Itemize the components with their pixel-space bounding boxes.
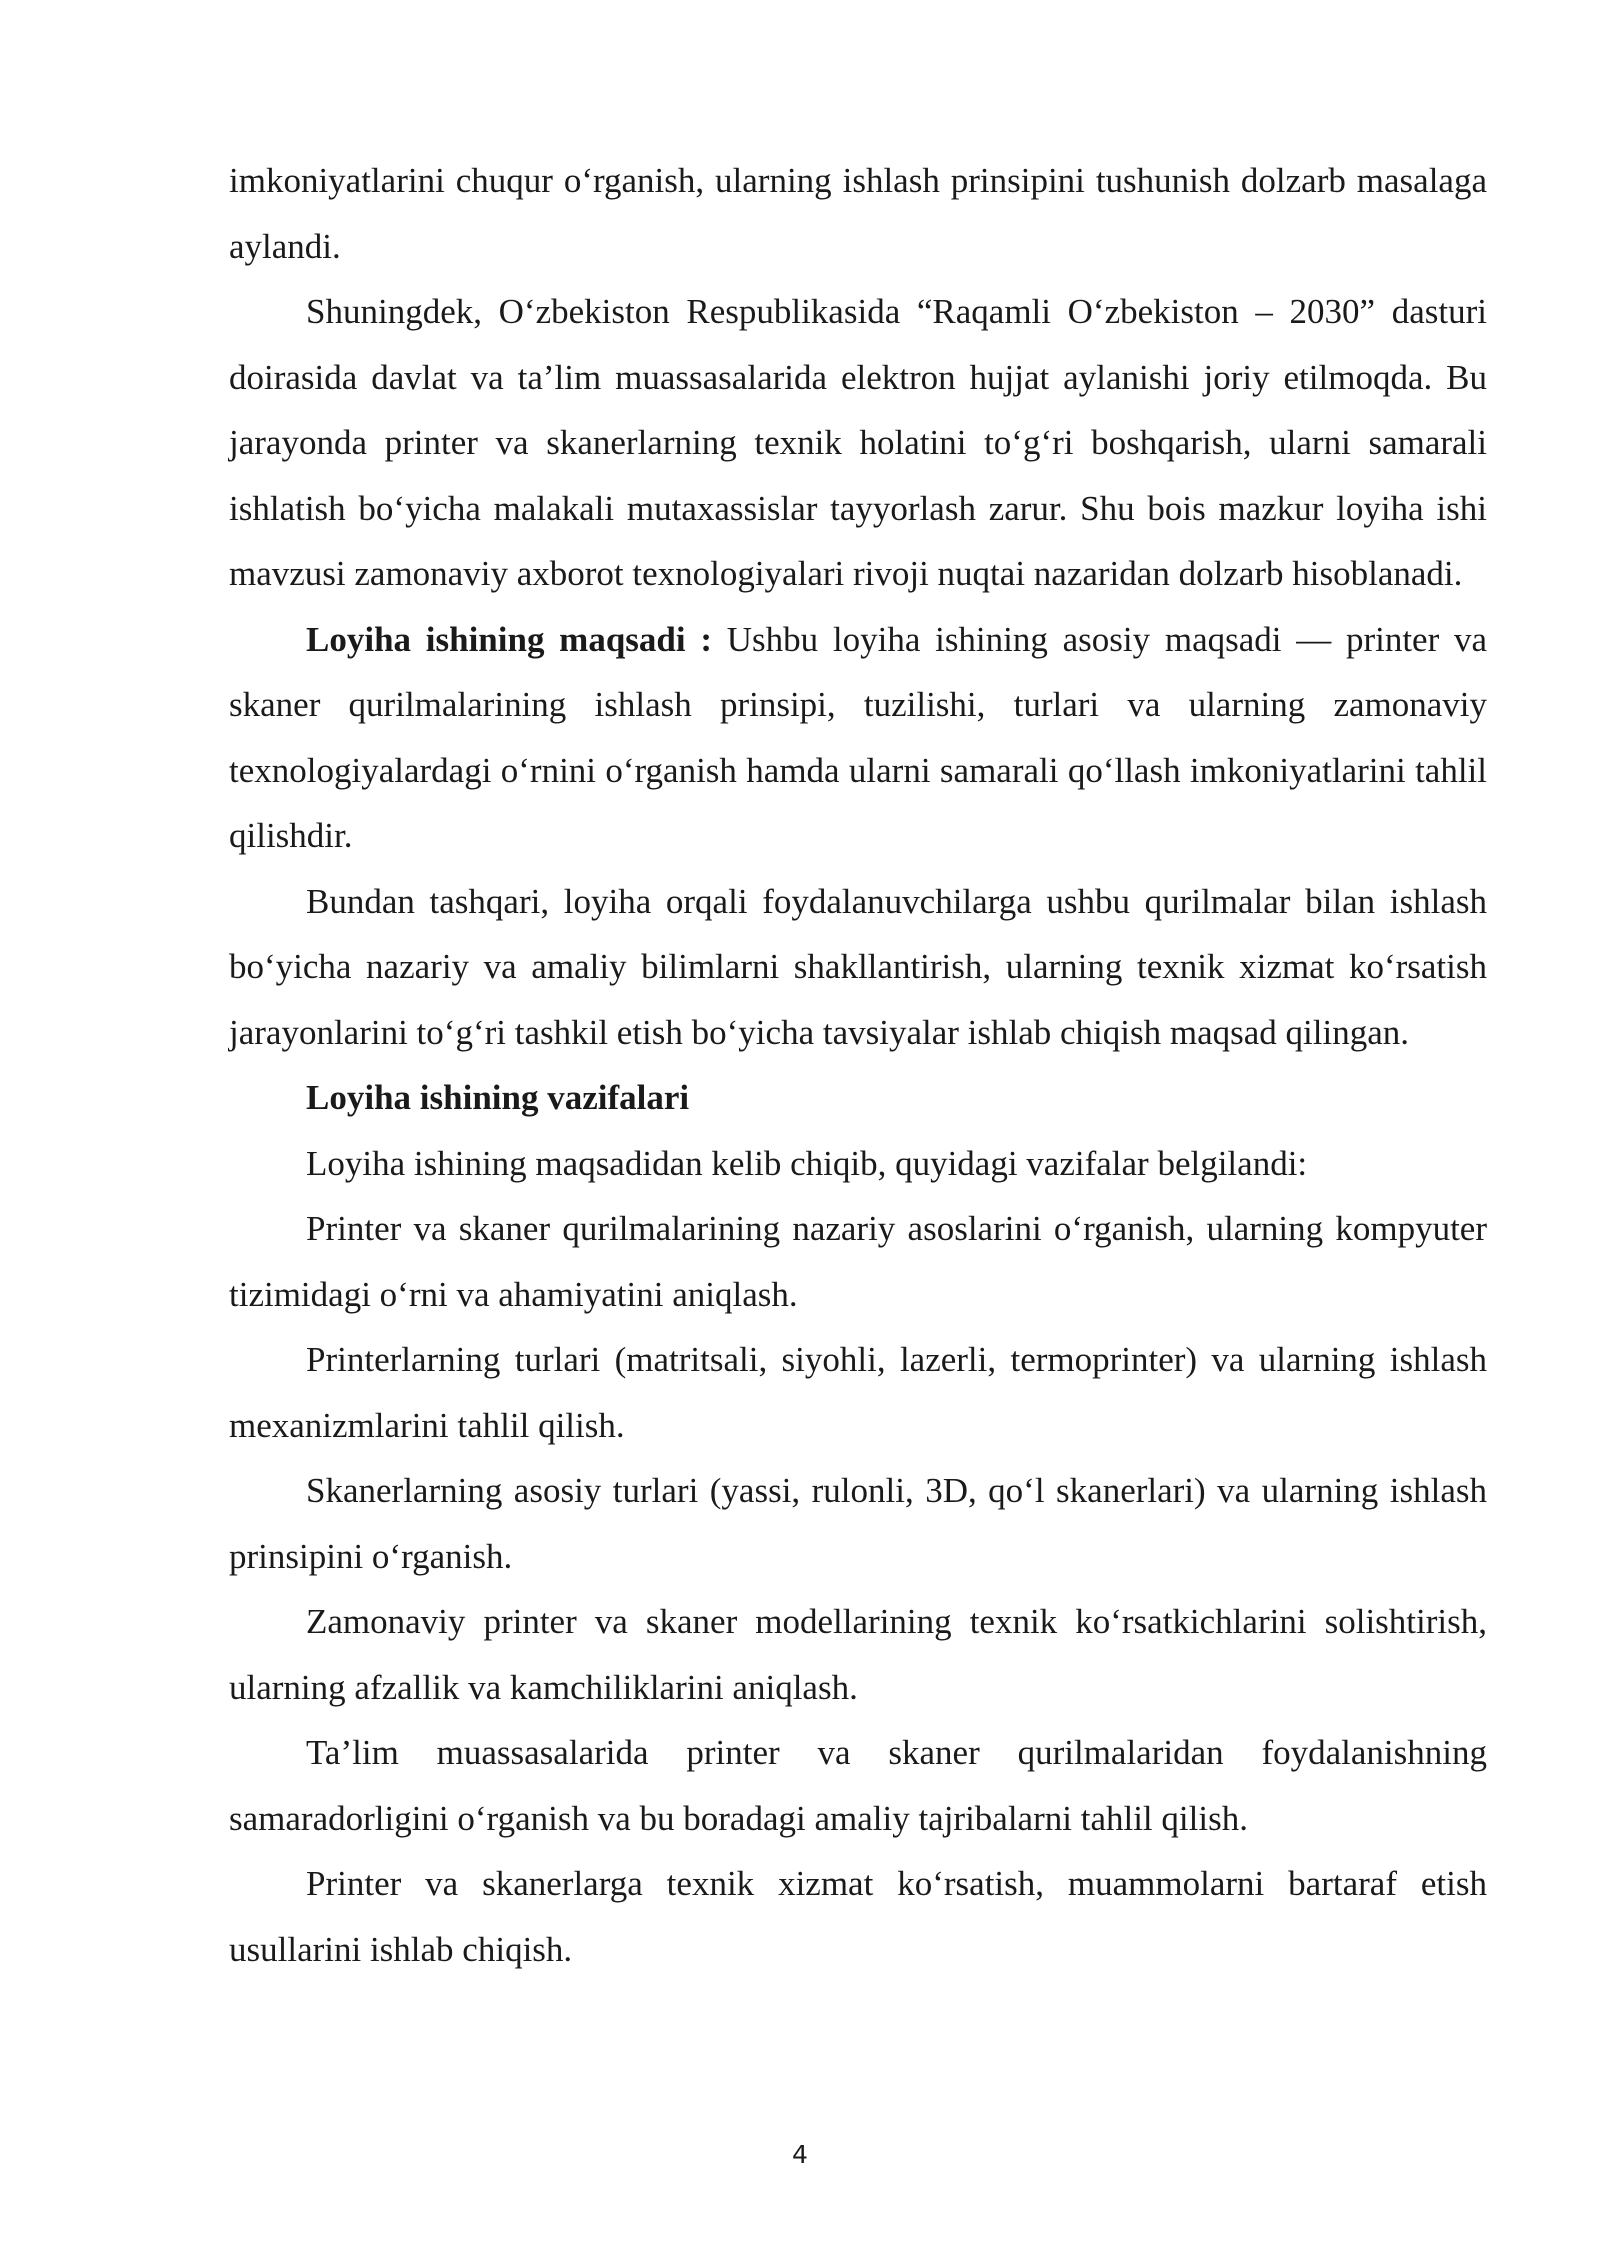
heading-project-goal: Loyiha ishining maqsadi : bbox=[306, 619, 713, 659]
paragraph-project-goal-text: Ushbu loyiha ishining asosiy maqsadi — printer va skaner qurilmalarining ishlash prinsipi, tuzilishi, turlari va ularning zamonaviy texnologiyalardagi o‘rnini o‘rganish hamda ularni samarali qo‘llash imkoniyatlarini tahlil qilishdir. bbox=[229, 619, 1488, 855]
task-item-maintenance: Printer va skanerlarga texnik xizmat ko‘rsatish, muammolarni bartaraf etish usullarini ishlab chiqish. bbox=[229, 1864, 1487, 1969]
paragraph-additional-goal: Bundan tashqari, loyiha orqali foydalanuvchilarga ushbu qurilmalar bilan ishlash bo‘yicha nazariy va amaliy bilimlarni shakllantirish, ularning texnik xizmat ko‘rsatish jarayonlarini to‘g‘ri tashkil etish bo‘yicha tavsiyalar ishlab chiqish maqsad qilingan. bbox=[229, 881, 1487, 1052]
paragraph-project-goal bbox=[229, 607, 1487, 869]
page-number: 4 bbox=[792, 2140, 808, 2169]
task-item-printer-types: Printerlarning turlari (matritsali, siyohli, lazerli, termoprinter) va ularning ishlash mexanizmlarini tahlil qilish. bbox=[229, 1340, 1487, 1445]
paragraph-intro-continuation: imkoniyatlarini chuqur o‘rganish, ularning ishlash prinsipini tushunish dolzarb masalaga aylandi. bbox=[229, 161, 1487, 266]
paragraph-tasks-intro: Loyiha ishining maqsadidan kelib chiqib, quyidagi vazifalar belgilandi: bbox=[306, 1143, 1308, 1183]
task-item-scanner-types: Skanerlarning asosiy turlari (yassi, rulonli, 3D, qo‘l skanerlari) va ularning ishlash prinsipini o‘rganish. bbox=[229, 1471, 1487, 1576]
document-body bbox=[229, 148, 1487, 1982]
task-item-model-comparison: Zamonaviy printer va skaner modellarining texnik ko‘rsatkichlarini solishtirish, ularning afzallik va kamchiliklarini aniqlash. bbox=[229, 1602, 1487, 1707]
paragraph-digital-uzbekistan: Shuningdek, O‘zbekiston Respublikasida “Raqamli O‘zbekiston – 2030” dasturi doirasida davlat va ta’lim muassasalarida elektron hujjat aylanishi joriy etilmoqda. Bu jarayonda printer va skanerlarning texnik holatini to‘g‘ri boshqarish, ularni samarali ishlatish bo‘yicha malakali mutaxassislar tayyorlash zarur. Shu bois mazkur loyiha ishi mavzusi zamonaviy axborot texnologiyalari rivoji nuqtai nazaridan dolzarb hisoblanadi. bbox=[229, 292, 1487, 593]
task-item-theory: Printer va skaner qurilmalarining nazariy asoslarini o‘rganish, ularning kompyuter tizimidagi o‘rni va ahamiyatini aniqlash. bbox=[229, 1209, 1487, 1314]
task-item-education-efficiency: Ta’lim muassasalarida printer va skaner qurilmalaridan foydalanishning samaradorligini o‘rganish va bu boradagi amaliy tajribalarni tahlil qilish. bbox=[229, 1733, 1487, 1838]
heading-project-tasks: Loyiha ishining vazifalari bbox=[306, 1078, 690, 1117]
